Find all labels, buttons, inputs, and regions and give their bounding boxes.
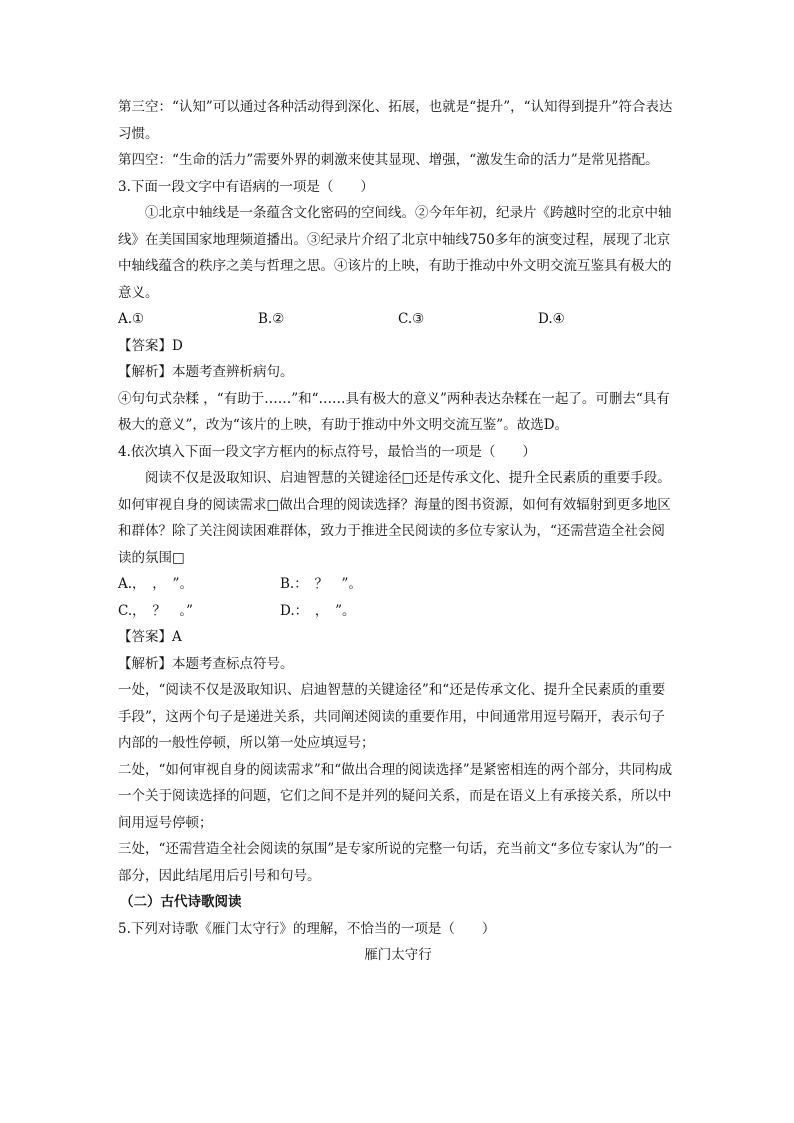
- question-4-options-row-1: [118, 571, 678, 598]
- option-d: D.④: [538, 311, 565, 327]
- question-4-analysis-title: 【解析】本题考查标点符号。: [118, 655, 294, 672]
- question-4-options-row-2: [118, 598, 678, 625]
- question-3-options: [118, 306, 678, 333]
- question-3-analysis: ④句句式杂糅 ，“有助于……”和“……具有极大的意义”两种表达杂糅在一起了。可删去“具有极大的意义”，改为“该片的上映，有助于推动中外文明交流互鉴”。故选D。: [118, 390, 670, 433]
- question-4-point-1: 一处，“阅读不仅是汲取知识、启迪智慧的关键途径”和“还是传承文化、提升全民素质的重要手段”，这两个句子是递进关系，共同阐述阅读的重要作用，中间通常用逗号隔开，表示句子内部的一般性停顿，所以第一处应填逗号；: [118, 682, 666, 751]
- option-a: A.， ， ”。: [118, 576, 193, 592]
- question-5-stem: 5.下列对诗歌《雁门太守行》的理解，不恰当的一项是（ ）: [118, 920, 496, 937]
- option-b: B.②: [258, 311, 285, 327]
- question-4-stem: 4.依次填入下面一段文字方框内的标点符号，最恰当的一项是（ ）: [118, 443, 536, 460]
- question-3-analysis-title: 【解析】本题考查辨析病句。: [118, 364, 294, 380]
- section-heading: （二）古代诗歌阅读: [120, 894, 242, 910]
- question-4-passage: 阅读不仅是汲取知识、启迪智慧的关键途径□还是传承文化、提升全民素质的重要手段。如何审视自身的阅读需求□做出合理的阅读选择？海量的图书资源，如何有效辐射到更多地区和群体？除了关注阅读困难群体，致力于推进全民阅读的多位专家认为，“还需营造全社会阅读的氛围□: [118, 470, 671, 566]
- option-d: D.： ， ”。: [280, 602, 356, 619]
- poem-title: 雁门太守行: [364, 947, 432, 963]
- blank4-explanation: 第四空：“生命的活力”需要外界的刺激来使其显现、增强，“激发生命的活力”是常见搭配。: [118, 152, 659, 168]
- question-4-point-3: 三处，“还需营造全社会阅读的氛围”是专家所说的完整一句话，充当前文“多位专家认为”的一部分，因此结尾用后引号和句号。: [118, 841, 673, 884]
- question-3-stem: 3.下面一段文字中有语病的一项是（ ）: [118, 178, 374, 195]
- option-c: C.③: [398, 311, 425, 327]
- option-c: C.， ？ 。”: [118, 602, 194, 619]
- question-4-answer: 【答案】A: [118, 629, 182, 645]
- document-content: [118, 94, 678, 969]
- question-3-answer: 【答案】D: [118, 337, 183, 354]
- blank3-explanation: 第三空：“认知”可以通过各种活动得到深化、拓展，也就是“提升”，“认知得到提升”符合表达习惯。: [118, 99, 673, 142]
- question-3-passage: ①北京中轴线是一条蕴含文化密码的空间线。②今年年初，纪录片《跨越时空的北京中轴线》在美国国家地理频道播出。③纪录片介绍了北京中轴线750多年的演变过程，展现了北京中轴线蕴含的秩序之美与哲理之思。④该片的上映，有助于推动中外文明交流互鉴具有极大的意义。: [118, 205, 672, 301]
- question-4-point-2: 二处，“如何审视自身的阅读需求”和“做出合理的阅读选择”是紧密相连的两个部分，共同构成一个关于阅读选择的问题，它们之间不是并列的疑问关系，而是在语义上有承接关系，所以中间用逗号停顿；: [118, 761, 673, 831]
- option-b: B.： ？ ”。: [280, 576, 362, 592]
- option-a: A.①: [118, 311, 145, 327]
